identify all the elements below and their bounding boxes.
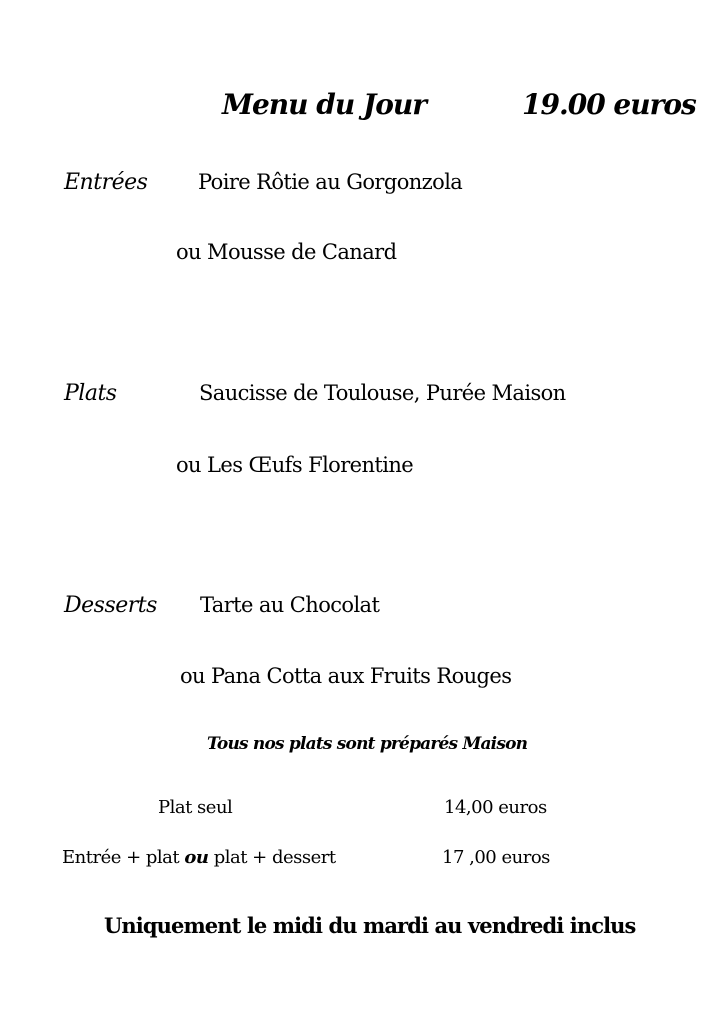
dessert-option-1: Tarte au Chocolat (200, 593, 380, 617)
availability-footer: Uniquement le midi du mardi au vendredi inclus (104, 913, 636, 938)
plat-option-1: Saucisse de Toulouse, Purée Maison (199, 381, 566, 405)
combo-label-ou: ou (184, 847, 209, 868)
section-label-desserts: Desserts (64, 593, 157, 618)
combo-label-part2: plat + dessert (213, 847, 336, 868)
menu-title: Menu du Jour (222, 88, 426, 121)
plat-option-2: ou Les Œufs Florentine (176, 453, 414, 477)
combo-price: 17 ,00 euros (442, 847, 550, 868)
plat-seul-label: Plat seul (158, 797, 233, 818)
combo-label-part1: Entrée + plat (62, 847, 180, 868)
entree-option-2: ou Mousse de Canard (176, 240, 397, 264)
combo-label (62, 847, 336, 868)
section-label-plats: Plats (64, 381, 117, 406)
plat-seul-price: 14,00 euros (444, 797, 547, 818)
dessert-option-2: ou Pana Cotta aux Fruits Rouges (180, 664, 512, 688)
section-label-entrees: Entrées (64, 170, 148, 195)
entree-option-1: Poire Rôtie au Gorgonzola (198, 170, 463, 194)
homemade-note: Tous nos plats sont préparés Maison (207, 734, 528, 754)
menu-price: 19.00 euros (522, 88, 696, 121)
